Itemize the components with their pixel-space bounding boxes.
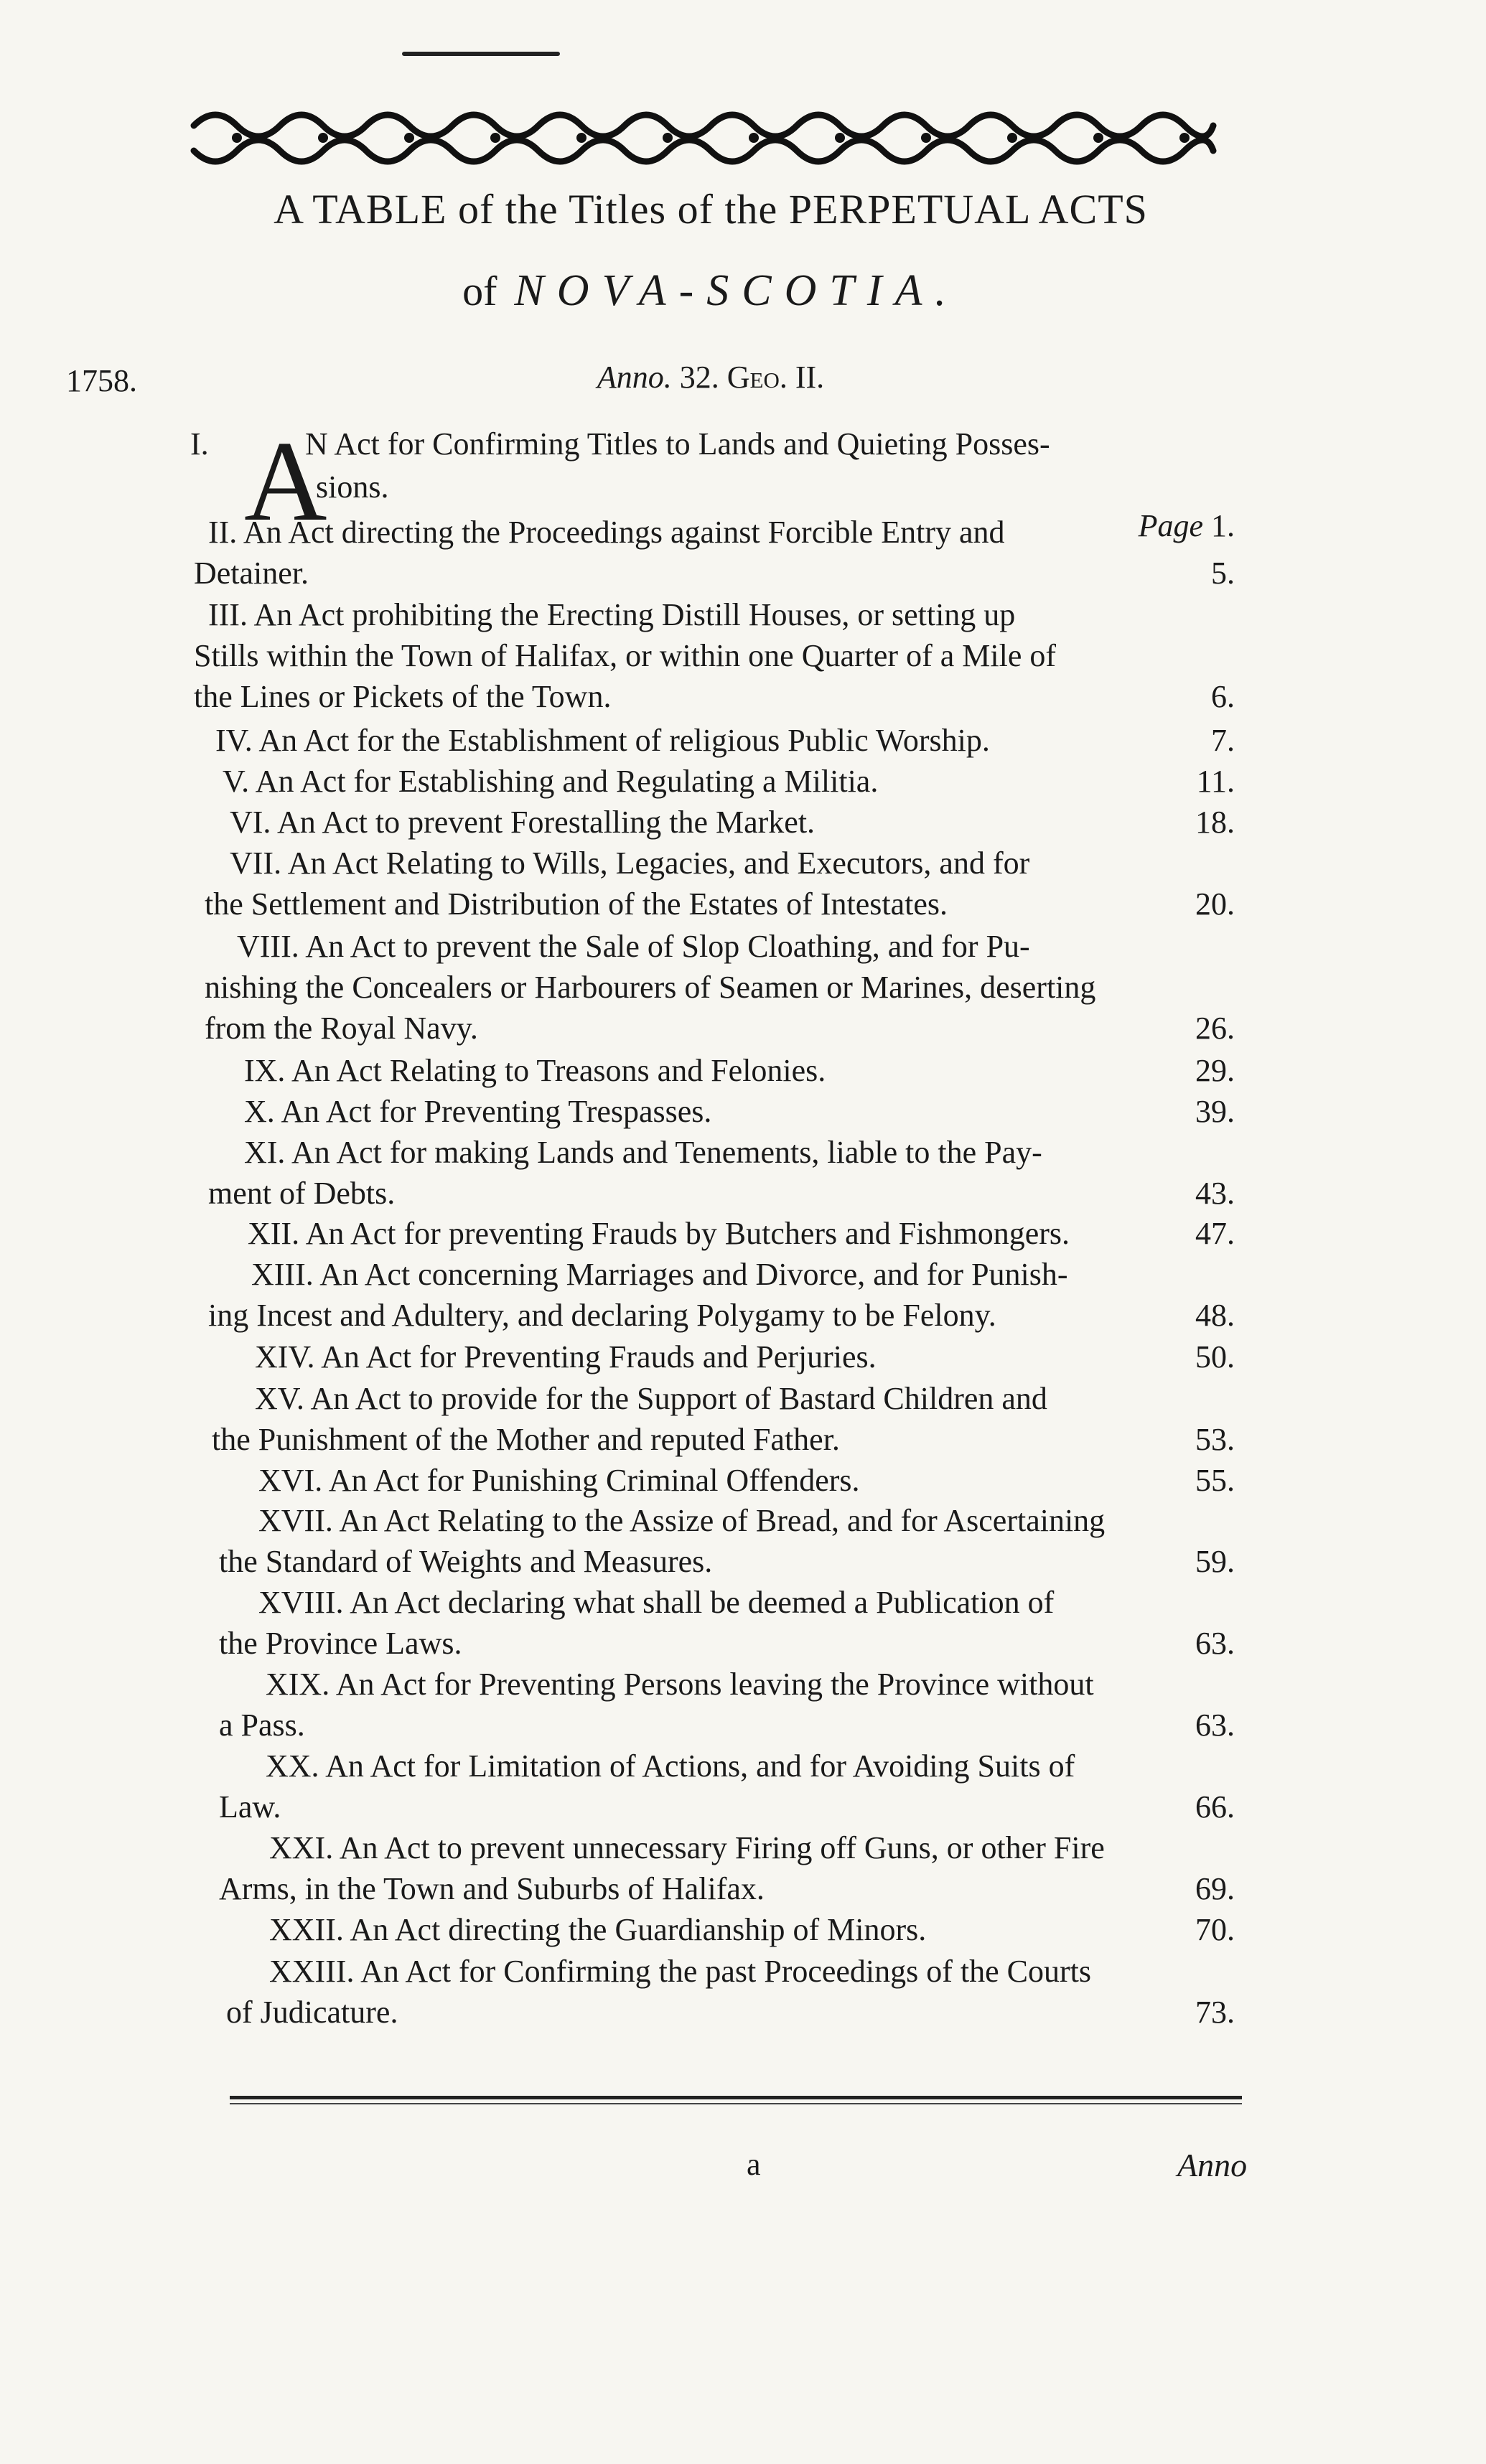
entry-line: XVII. An Act Relating to the Assize of Bread, and for Ascertaining bbox=[258, 1503, 1106, 1538]
page-number-value: 59. bbox=[1195, 1544, 1235, 1579]
entry-line: Detainer. bbox=[194, 556, 309, 591]
page-number bbox=[1120, 1050, 1235, 1092]
page-number bbox=[1120, 676, 1235, 718]
page-number bbox=[1120, 1909, 1235, 1951]
entry-line: II. An Act directing the Proceedings against Forcible Entry and bbox=[208, 515, 1005, 550]
page-number-value: 70. bbox=[1195, 1912, 1235, 1947]
entry-line: XI. An Act for making Lands and Tenements, liable to the Pay- bbox=[244, 1135, 1042, 1170]
entry-line: nishing the Concealers or Harbourers of Seamen or Marines, deserting bbox=[205, 970, 1096, 1005]
page-number bbox=[1120, 1419, 1235, 1461]
entry-line: XX. An Act for Limitation of Actions, and for Avoiding Suits of bbox=[266, 1748, 1075, 1784]
page-number bbox=[1120, 1173, 1235, 1214]
page-number-value: 69. bbox=[1195, 1871, 1235, 1906]
page-number bbox=[1120, 1623, 1235, 1664]
page-number bbox=[1120, 1541, 1235, 1583]
entry-line: VII. An Act Relating to Wills, Legacies, and Executors, and for bbox=[230, 845, 1030, 881]
entry-line: of Judicature. bbox=[226, 1995, 398, 2030]
table-title: A TABLE of the Titles of the PERPETUAL ACTS bbox=[274, 186, 1148, 233]
page-number bbox=[1120, 1295, 1235, 1336]
entry-line: the Settlement and Distribution of the Estates of Intestates. bbox=[205, 886, 948, 922]
page-number bbox=[1048, 505, 1235, 547]
page-number bbox=[1120, 1008, 1235, 1049]
entry-line: Arms, in the Town and Suburbs of Halifax. bbox=[219, 1871, 765, 1906]
entry-line: XXI. An Act to prevent unnecessary Firing off Guns, or other Fire bbox=[269, 1830, 1105, 1865]
page-number-value: 7. bbox=[1211, 723, 1235, 758]
entry-line: XVIII. An Act declaring what shall be deemed a Publication of bbox=[258, 1585, 1055, 1620]
entry-line: I. bbox=[190, 426, 209, 462]
entry-line: a Pass. bbox=[219, 1708, 305, 1743]
page-number bbox=[1120, 1336, 1235, 1378]
drop-cap-A: A bbox=[244, 417, 327, 545]
entry-line: XXIII. An Act for Confirming the past Proceedings of the Courts bbox=[269, 1954, 1092, 1989]
entry-line: XVI. An Act for Punishing Criminal Offenders. bbox=[258, 1463, 860, 1498]
anno-word: Anno. bbox=[597, 360, 672, 395]
entry-line: IV. An Act for the Establishment of religious Public Worship. bbox=[215, 723, 990, 758]
entry-line: XV. An Act to provide for the Support of Bastard Children and bbox=[255, 1381, 1047, 1416]
page-number bbox=[1120, 1213, 1235, 1255]
page-number-value: 26. bbox=[1195, 1011, 1235, 1046]
page-number-value: 50. bbox=[1195, 1339, 1235, 1374]
page-number bbox=[1120, 1786, 1235, 1828]
bottom-rule-thin bbox=[230, 2103, 1242, 2104]
entry-line: from the Royal Navy. bbox=[205, 1011, 478, 1046]
page-number-value: 18. bbox=[1195, 805, 1235, 840]
page-number-value: 48. bbox=[1195, 1298, 1235, 1333]
entry-line: XIV. An Act for Preventing Frauds and Perjuries. bbox=[255, 1339, 877, 1374]
entry-line: the Punishment of the Mother and reputed Father. bbox=[212, 1422, 840, 1457]
entry-line: XXII. An Act directing the Guardianship of Minors. bbox=[269, 1912, 927, 1947]
entry-line: III. An Act prohibiting the Erecting Distill Houses, or setting up bbox=[208, 597, 1016, 632]
entry-line: ing Incest and Adultery, and declaring Polygamy to be Felony. bbox=[208, 1298, 996, 1333]
entry-line: XII. An Act for preventing Frauds by Butchers and Fishmongers. bbox=[248, 1216, 1070, 1251]
page-number bbox=[1120, 802, 1235, 843]
page-number-value: 39. bbox=[1195, 1094, 1235, 1129]
page-number-value: 43. bbox=[1195, 1176, 1235, 1211]
page-number bbox=[1120, 884, 1235, 925]
page-number-value: 6. bbox=[1211, 679, 1235, 714]
signature-mark: a bbox=[747, 2147, 761, 2182]
entry-line: N Act for Confirming Titles to Lands and Quieting Posses- bbox=[305, 426, 1050, 462]
entry-line: V. An Act for Establishing and Regulating a Militia. bbox=[223, 764, 879, 799]
entry-line: ment of Debts. bbox=[208, 1176, 396, 1211]
entry-line: XIX. An Act for Preventing Persons leaving the Province without bbox=[266, 1667, 1094, 1702]
page-number bbox=[1120, 720, 1235, 762]
page-number-value: 73. bbox=[1195, 1995, 1235, 2030]
bottom-rule bbox=[230, 2096, 1242, 2099]
page-number-value: 47. bbox=[1195, 1216, 1235, 1251]
entry-line: Stills within the Town of Halifax, or within one Quarter of a Mile of bbox=[194, 638, 1056, 673]
catchword: Anno bbox=[1177, 2147, 1248, 2183]
year-margin: 1758. bbox=[66, 363, 137, 398]
entry-line: the Standard of Weights and Measures. bbox=[219, 1544, 713, 1579]
page-number bbox=[1120, 761, 1235, 802]
entry-line: Law. bbox=[219, 1789, 281, 1824]
entry-line: XIII. An Act concerning Marriages and Divorce, and for Punish- bbox=[251, 1257, 1068, 1292]
page-number-value: 1. bbox=[1211, 508, 1235, 543]
page-number-value: 53. bbox=[1195, 1422, 1235, 1457]
page-number-value: 55. bbox=[1195, 1463, 1235, 1498]
page-label: Page bbox=[1138, 508, 1211, 543]
entry-line: VIII. An Act to prevent the Sale of Slop Cloathing, and for Pu- bbox=[237, 929, 1030, 964]
entry-line: the Province Laws. bbox=[219, 1626, 462, 1661]
of-word: of bbox=[462, 268, 497, 314]
page-number bbox=[1120, 1992, 1235, 2033]
page-number bbox=[1120, 1460, 1235, 1502]
page-number bbox=[1120, 1868, 1235, 1910]
entry-line: IX. An Act Relating to Treasons and Felonies. bbox=[244, 1053, 826, 1088]
page-number bbox=[1120, 1091, 1235, 1133]
page-number bbox=[1120, 553, 1235, 594]
entry-line: X. An Act for Preventing Trespasses. bbox=[244, 1094, 712, 1129]
page-number-value: 66. bbox=[1195, 1789, 1235, 1824]
page-number-value: 20. bbox=[1195, 886, 1235, 922]
page-number-value: 11. bbox=[1196, 764, 1235, 799]
page-number-value: 63. bbox=[1195, 1626, 1235, 1661]
province-name: NOVA-SCOTIA. bbox=[514, 266, 959, 315]
page-number-value: 63. bbox=[1195, 1708, 1235, 1743]
page-number-value: 29. bbox=[1195, 1053, 1235, 1088]
page-number bbox=[1120, 1705, 1235, 1746]
entry-line: sions. bbox=[316, 469, 389, 505]
entry-line: the Lines or Pickets of the Town. bbox=[194, 679, 612, 714]
page-number-value: 5. bbox=[1211, 556, 1235, 591]
entry-line: VI. An Act to prevent Forestalling the Market. bbox=[230, 805, 816, 840]
regnal-text: 32. Geo. II. bbox=[679, 360, 825, 395]
